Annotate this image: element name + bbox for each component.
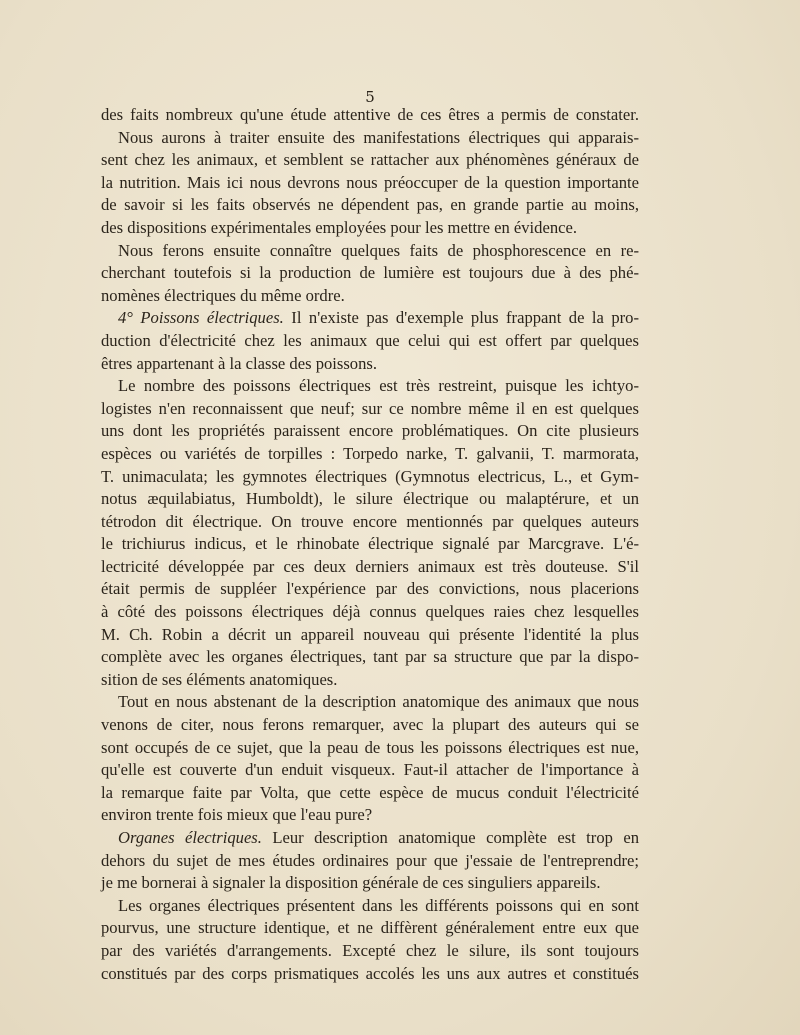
text-line: était permis de suppléer l'expérience par des convictions, nous placerions [101,579,639,599]
text-line: environ trente fois mieux que l'eau pure? [101,805,373,825]
text-line: à côté des poissons électriques déjà connus quelques raies chez lesquelles [101,602,639,622]
text-line: de savoir si les faits observés ne dépendent pas, en grande partie au moins, [101,195,639,215]
text-line: complète avec les organes électriques, tant par sa structure que par la dispo- [101,647,639,667]
italic-heading: Organes électriques. [118,828,262,847]
text-line: nomènes électriques du même ordre. [101,285,345,305]
body-text [101,104,639,985]
text-line: la remarque faite par Volta, que cette espèce de mucus conduit l'électricité [101,782,639,802]
text-line: espèces ou variétés de torpilles : Torpedo narke, T. galvanii, T. marmorata, [101,443,639,463]
text-line: des faits nombreux qu'une étude attentive de ces êtres a permis de constater. [101,105,639,124]
text-line: M. Ch. Robin a décrit un appareil nouveau qui présente l'identité la plus [101,624,639,644]
italic-heading: 4° Poissons électriques. [118,308,284,328]
text-line: Nous ferons ensuite connaître quelques faits de phosphorescence en re- [118,240,639,260]
text-line: le trichiurus indicus, et le rhinobate électrique signalé par Marcgrave. L'é- [101,534,639,554]
text-line: logistes n'en reconnaissent que neuf; sur ce nombre même il en est quelques [101,398,639,418]
text-line [101,307,639,330]
text-line: Les organes électriques présentent dans les différents poissons qui en sont [118,895,639,915]
text-line: notus æquilabiatus, Humboldt), le silure électrique ou malaptérure, et un [101,489,639,509]
text-line: uns dont les propriétés paraissent encore problématiques. On cite plusieurs [101,421,639,441]
text-line: je me bornerai à signaler la disposition générale de ces singuliers appareils. [101,873,601,893]
text-line: qu'elle est couverte d'un enduit visqueux. Faut-il attacher de l'importance à [101,760,639,780]
text-line: pourvus, une structure identique, et ne diffèrent généralement entre eux que [101,918,639,938]
text-line: cherchant toutefois si la production de lumière est toujours due à des phé- [101,263,639,283]
text-line: venons de citer, nous ferons remarquer, avec la plupart des auteurs qui se [101,715,639,735]
text-line: sont occupés de ce sujet, que la peau de tous les poissons électriques est nue, [101,737,639,757]
text-line: constitués par des corps prismatiques accolés les uns aux autres et constitués [101,963,639,983]
page-number: 5 [365,88,375,106]
text-line: Nous aurons à traiter ensuite des manifestations électriques qui apparais- [118,127,639,147]
text-line: lectricité développée par ces deux derniers animaux est très douteuse. S'il [101,556,639,576]
line-text: Leur description anatomique complète est trop en [261,828,639,847]
text-line: sition de ses éléments anatomiques. [101,669,338,689]
text-line: duction d'électricité chez les animaux que celui qui est offert par quelques [101,330,639,350]
text-line: sent chez les animaux, et semblent se rattacher aux phénomènes généraux de [101,150,639,170]
text-line: des dispositions expérimentales employées pour les mettre en évidence. [101,217,578,237]
text-line: T. unimaculata; les gymnotes électriques (Gymnotus electricus, L., et Gym- [101,466,639,486]
text-line: par des variétés d'arrangements. Excepté chez le silure, ils sont toujours [101,940,639,960]
text-line: êtres appartenant à la classe des poissons. [101,353,378,373]
text-line: Le nombre des poissons électriques est très restreint, puisque les ichtyo- [118,376,639,396]
text-line [101,827,639,850]
line-text: Il n'existe pas d'exemple plus frappant de la pro- [283,308,639,328]
text-line: Tout en nous abstenant de la description anatomique des animaux que nous [118,692,639,712]
text-line: dehors du sujet de mes études ordinaires pour que j'essaie de l'entreprendre; [101,850,639,870]
text-line: la nutrition. Mais ici nous devrons nous préoccuper de la question importante [101,172,639,192]
text-line: tétrodon dit électrique. On trouve encore mentionnés par quelques auteurs [101,511,639,531]
